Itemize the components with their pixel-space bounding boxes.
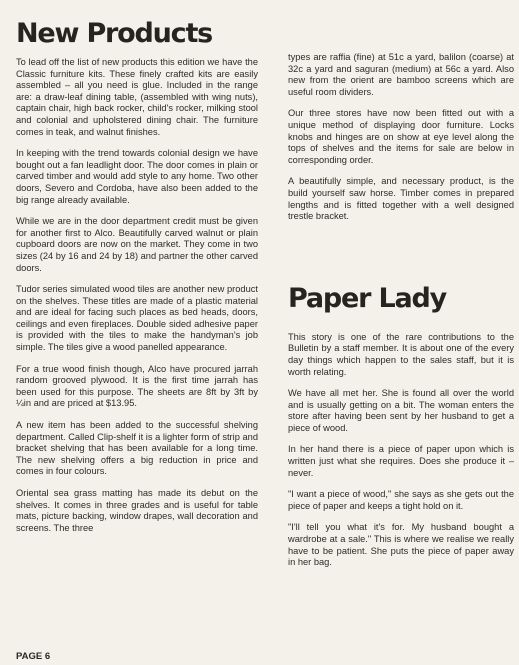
article-paragraph: For a true wood finish though, Alco have procured jarrah random grooved plywood. It is the first time jarrah has been used for this purpose. The sheets are 8ft by 3ft by ¼in and are priced at $13.95. xyxy=(16,363,258,409)
section-gap xyxy=(288,233,514,285)
article-paragraph: Oriental sea grass matting has made its debut on the shelves. It comes in three grades and is useful for table mats, picture backing, window drapes, wall decoration and screens. The three xyxy=(16,488,258,533)
page-number: PAGE 6 xyxy=(16,651,51,662)
article-paragraph: While we are in the door department credit must be given for another first to Alco. Beautifully carved walnut or plain cupboard doors are now on the market. They come in two sizes (24 by 16 and 24 by 18) and partner the other carved doors. xyxy=(16,216,258,273)
article-paragraph: In keeping with the trend towards colonial design we have bought out a fan leadlight door. The door comes in plain or carved timber and would add style to any home. Two other doors, Severo and Cordoba, have also been added to the big range already available. xyxy=(16,148,258,205)
left-column xyxy=(16,20,258,544)
article-paragraph: Tudor series simulated wood tiles are another new product on the shelves. These titles are made of a plastic material and are ideal for facing such places as bed heads, doors, ceilings and even fireplaces. Double sided adhesive paper is provided with the tiles to make the handyman's job simple. The tiles give a wood panelled appearance. xyxy=(16,284,258,353)
new-products-heading: New Products xyxy=(16,18,213,49)
article-paragraph: To lead off the list of new products this edition we have the Classic furniture kits. These finely crafted kits are easily assembled – all you need is glue. Included in the range are: a draw-leaf dining table, (assembled with wing nuts), captain chair, high back rocker, child's rocker, milking stool and colonial and upholstered dining chair. The furniture comes in teak, and walnut finishes. xyxy=(16,57,258,137)
story-paragraph: "I'll tell you what it's for. My husband bought a wardrobe at a sale." This is where we realise we really have to be patient. She puts the piece of paper away in her bag. xyxy=(288,522,514,568)
article-paragraph: Our three stores have now been fitted out with a unique method of displaying door furniture. Locks knobs and hinges are on show at eye level along the tops of shelves and the items for sale are below in corresponding order. xyxy=(288,108,514,165)
story-paragraph: In her hand there is a piece of paper upon which is written just what she requires. Does she produce it – never. xyxy=(288,444,514,478)
article-paragraph: types are raffia (fine) at 51c a yard, balilon (coarse) at 32c a yard and saguran (medium) at 56c a yard. Also new from the orient are bamboo screens which are useful room dividers. xyxy=(288,52,514,97)
story-paragraph: This story is one of the rare contributions to the Bulletin by a staff member. It is about one of the every day things which happen to the sales staff, but it is worth relating. xyxy=(288,331,514,377)
story-paragraph: "I want a piece of wood," she says as she gets out the piece of paper and keeps a tight hold on it. xyxy=(288,489,514,511)
paper-lady-heading: Paper Lady xyxy=(288,282,446,314)
article-paragraph: A new item has been added to the successful shelving department. Called Clip-shelf it is a lighter form of strip and bracket shelving that has been available for a long time. The new shelving offers a big reduction in price and comes in four colours. xyxy=(16,420,258,477)
article-paragraph: A beautifully simple, and necessary product, is the build yourself saw horse. Timber comes in prepared lengths and is fitted together with a well designed trestle bracket. xyxy=(288,176,514,222)
right-column xyxy=(288,52,514,579)
story-paragraph: We have all met her. She is found all over the world and is usually getting on a bit. The woman enters the store after having been sent by her husband to get a piece of wood. xyxy=(288,388,514,433)
